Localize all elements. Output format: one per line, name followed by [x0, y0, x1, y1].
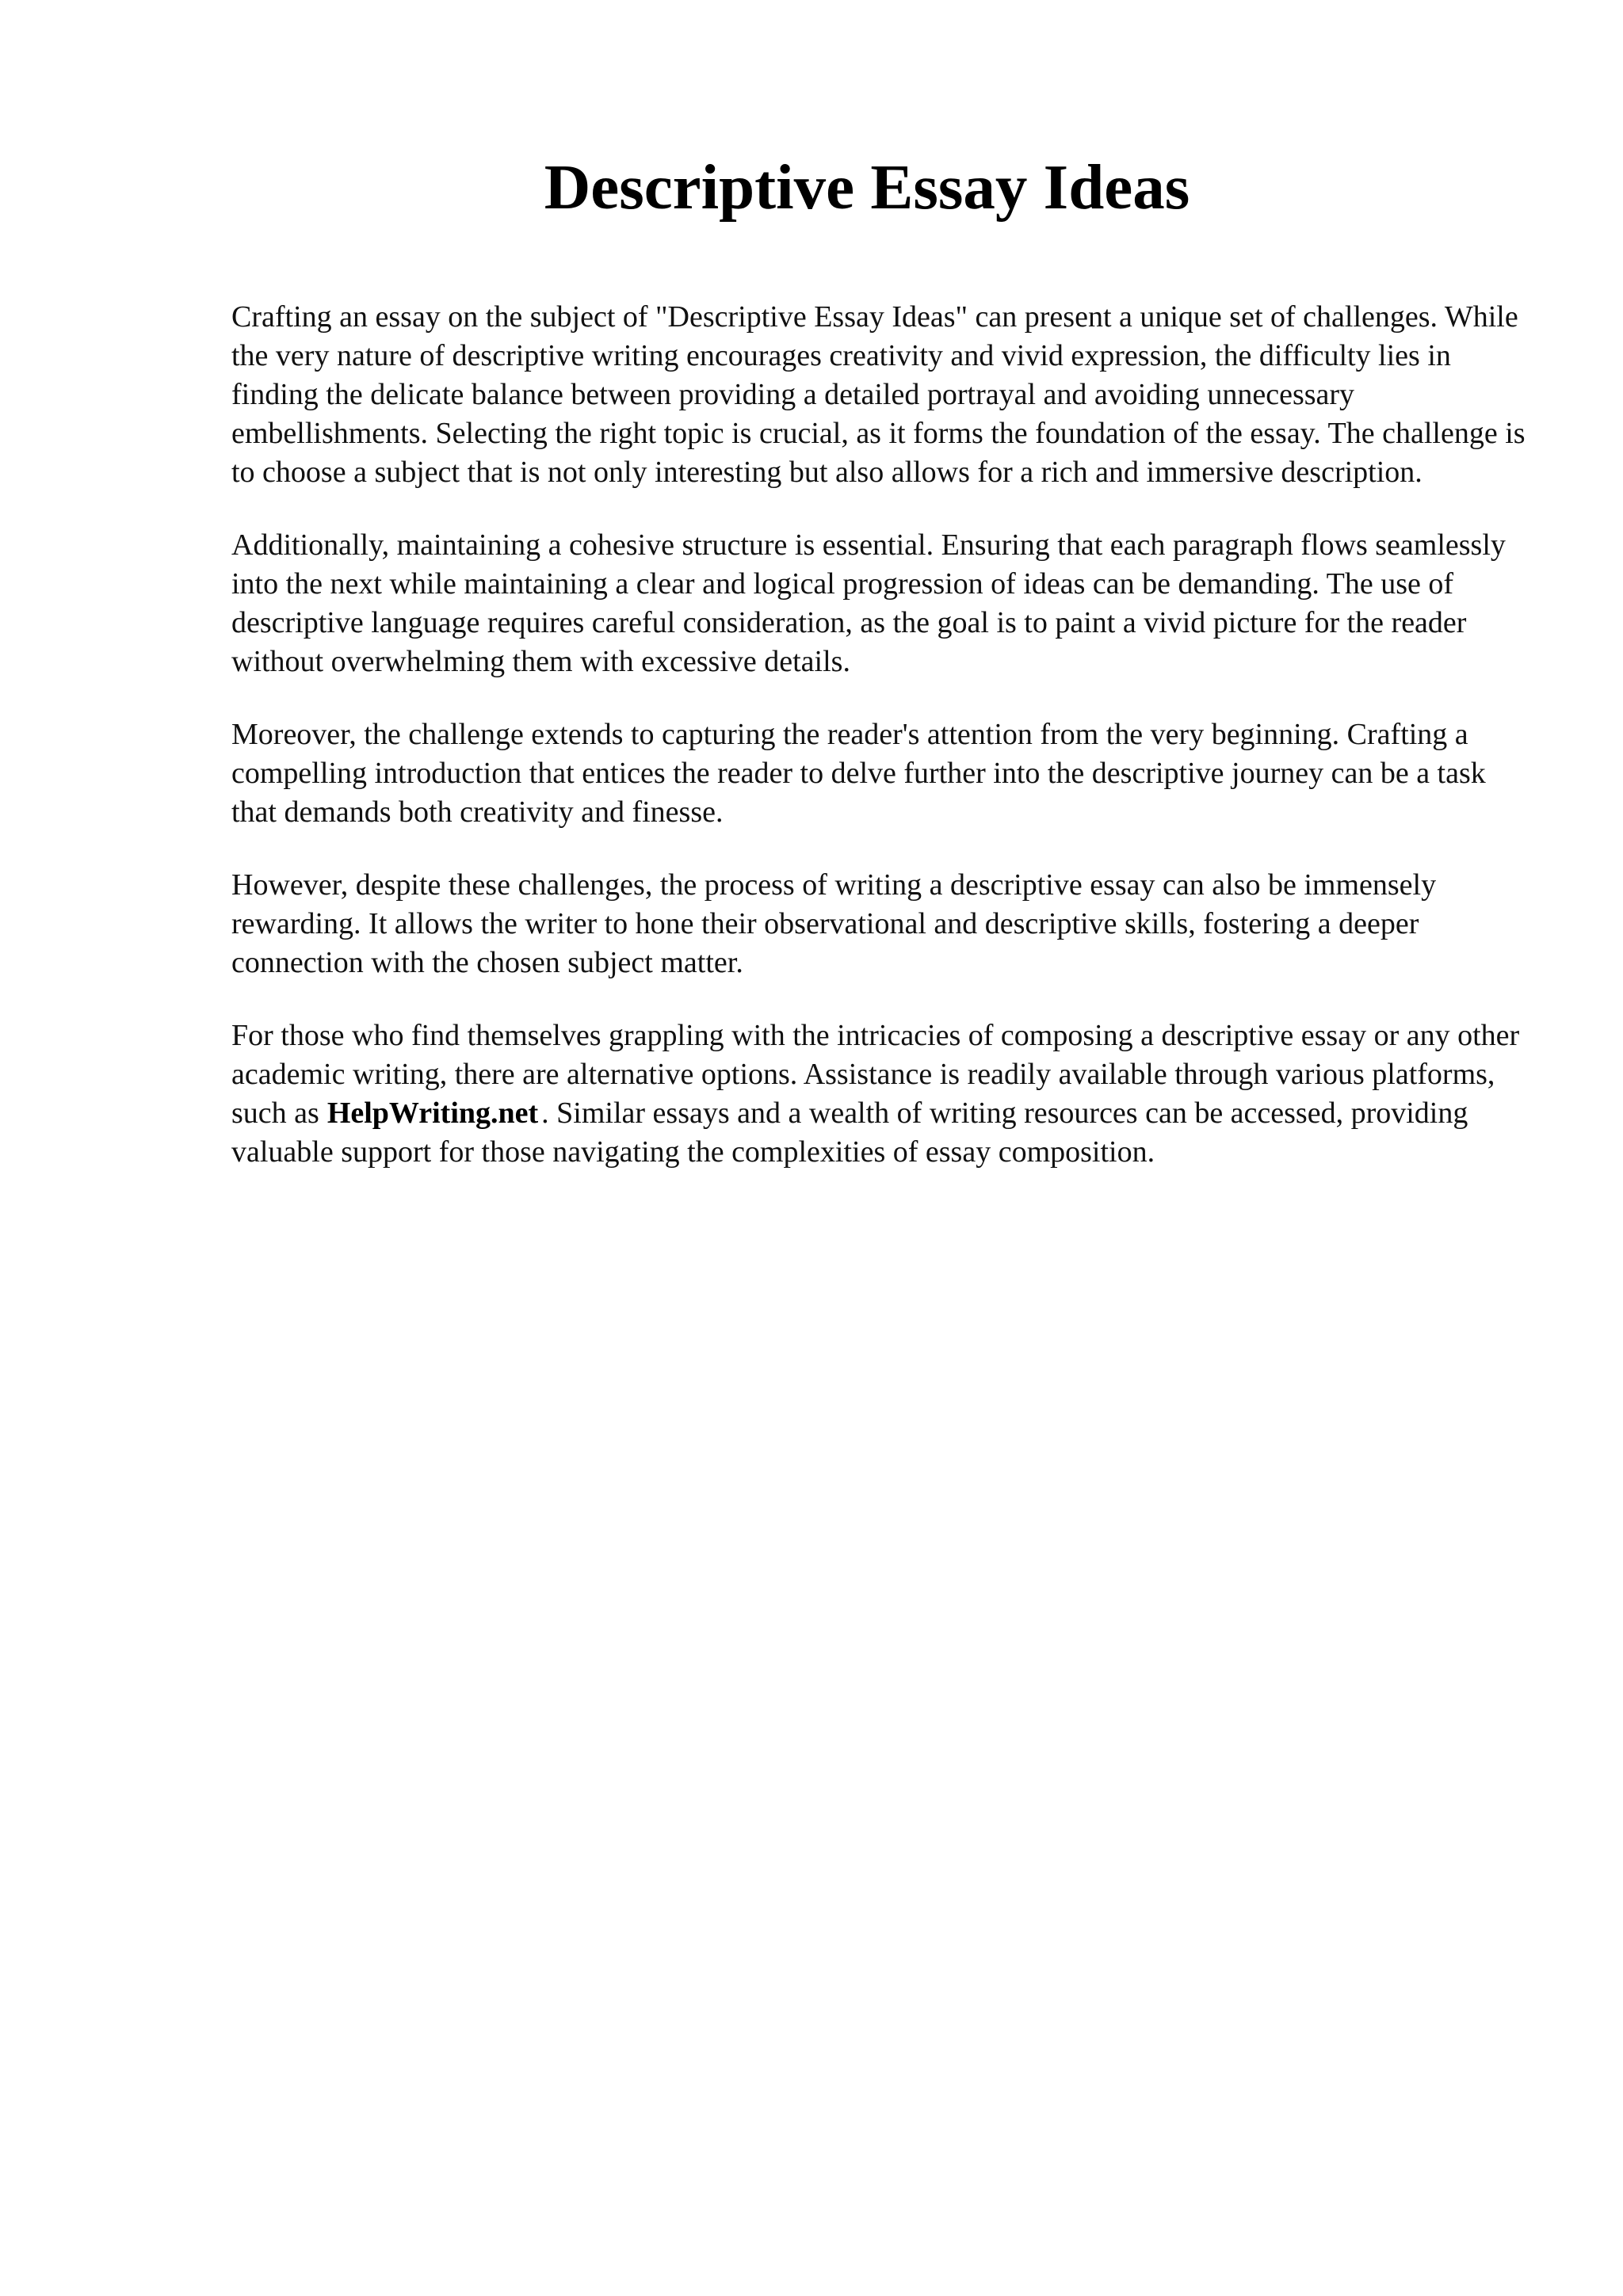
paragraph-assistance — [231, 1016, 1531, 1172]
paragraph-attention: Moreover, the challenge extends to capturing the reader's attention from the very beginning. Crafting a compelling introduction that entices the reader to delve further into the descriptive journey can be a task that demands both creativity and finesse. — [231, 718, 1486, 829]
assistance-text-before: For those who find themselves grappling with the intricacies of composing a descriptive essay or any other academic writing, there are alternative options. Assistance is readily available through various platforms, such as — [231, 1019, 1520, 1130]
paragraph-structure: Additionally, maintaining a cohesive structure is essential. Ensuring that each paragraph flows seamlessly into the next while maintaining a clear and logical progression of ideas can be demanding. The use of descriptive language requires careful consideration, as the goal is to paint a vivid picture for the reader without overwhelming them with excessive details. — [231, 528, 1506, 678]
document-title: Descriptive Essay Ideas — [544, 151, 1190, 223]
paragraph-intro: Crafting an essay on the subject of "Descriptive Essay Ideas" can present a unique set of challenges. While the very nature of descriptive writing encourages creativity and vivid expression, the difficulty lies in finding the delicate balance between providing a detailed portrayal and avoiding unnecessary embellishments. Selecting the right topic is crucial, as it forms the foundation of the essay. The challenge is to choose a subject that is not only interesting but also allows for a rich and immersive description. — [231, 300, 1526, 489]
paragraph-rewards: However, despite these challenges, the process of writing a descriptive essay can also be immensely rewarding. It allows the writer to hone their observational and descriptive skills, fostering a deeper connection with the chosen subject matter. — [231, 868, 1437, 979]
document-body — [231, 298, 1531, 1206]
helpwriting-link[interactable]: HelpWriting.net — [327, 1097, 539, 1130]
assistance-text-after: . Similar essays and a wealth of writing resources can be accessed, providing valuable support for those navigating the complexities of essay composition. — [231, 1097, 1468, 1169]
